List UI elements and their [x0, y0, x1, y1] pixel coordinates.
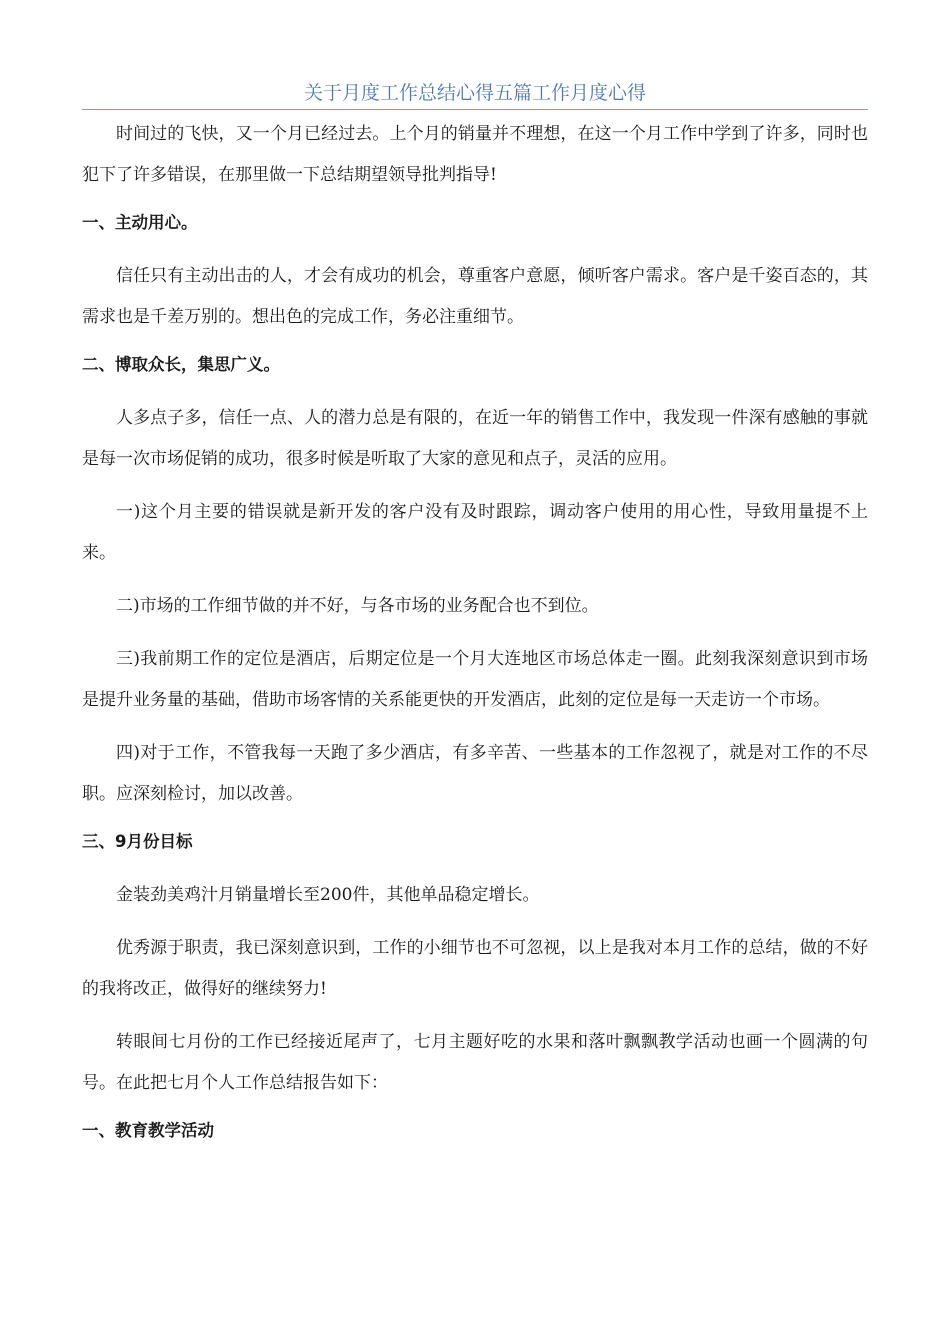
paragraph-intro: 时间过的飞快，又一个月已经过去。上个月的销量并不理想，在这一个月工作中学到了许多，同时也犯下了许多错误，在那里做一下总结期望领导批判指导!: [82, 124, 868, 185]
paragraph-initiative: 信任只有主动出击的人，才会有成功的机会，尊重客户意愿，倾听客户需求。客户是千姿百态的，其需求也是千差万别的。想出色的完成工作，务必注重细节。: [82, 266, 868, 327]
paragraph-issue-1: 一)这个月主要的错误就是新开发的客户没有及时跟踪，调动客户使用的用心性，导致用量提不上来。: [82, 502, 868, 563]
paragraph-issue-4: 四)对于工作，不管我每一天跑了多少酒店，有多辛苦、一些基本的工作忽视了，就是对工作的不尽职。应深刻检讨，加以改善。: [82, 743, 868, 804]
paragraph-issue-3: 三)我前期工作的定位是酒店，后期定位是一个月大连地区市场总体走一圈。此刻我深刻意识到市场是提升业务量的基础，借助市场客情的关系能更快的开发酒店，此刻的定位是每一天走访一个市场。: [82, 649, 868, 710]
paragraph-target: 金装劲美鸡汁月销量增长至200件，其他单品稳定增长。: [116, 885, 540, 905]
document-title: 关于月度工作总结心得五篇工作月度心得: [82, 78, 868, 110]
paragraph-teamwork: 人多点子多，信任一点、人的潜力总是有限的，在近一年的销售工作中，我发现一件深有感触的事就是每一次市场促销的成功，很多时候是听取了大家的意见和点子，灵活的应用。: [82, 408, 868, 469]
paragraph-reflection: 优秀源于职责，我已深刻意识到，工作的小细节也不可忽视，以上是我对本月工作的总结，做的不好的我将改正，做得好的继续努力!: [82, 938, 868, 999]
paragraph-issue-2: 二)市场的工作细节做的并不好，与各市场的业务配合也不到位。: [116, 596, 599, 616]
section-heading-3: 三、9月份目标: [82, 832, 193, 851]
section-heading-4: 一、教育教学活动: [82, 1121, 214, 1140]
section-heading-2: 二、博取众长，集思广义。: [82, 355, 280, 374]
document-page: [82, 78, 868, 1164]
paragraph-july-summary: 转眼间七月份的工作已经接近尾声了，七月主题好吃的水果和落叶飘飘教学活动也画一个圆满的句号。在此把七月个人工作总结报告如下：: [82, 1032, 868, 1093]
section-heading-1: 一、主动用心。: [82, 213, 198, 232]
